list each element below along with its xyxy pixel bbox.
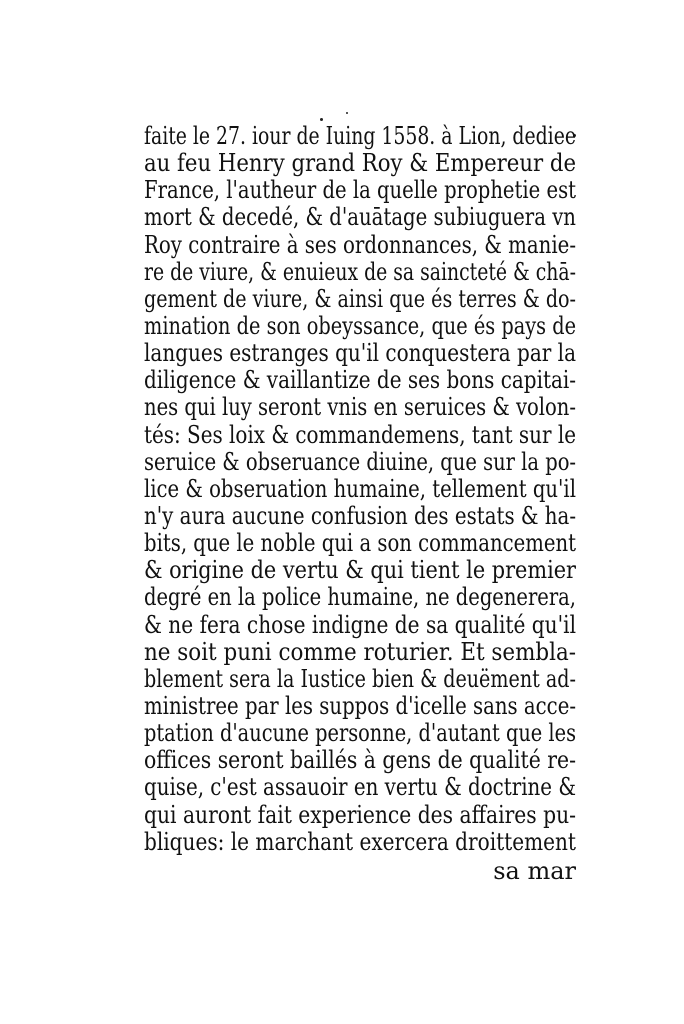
text-line: gement de viure, & ainsi que és terres & do-	[144, 284, 577, 313]
text-line: ministree par les suppos d'icelle sans acce-	[144, 691, 577, 720]
text-line: re de viure, & enuieux de sa saincteté & chā-	[144, 257, 576, 286]
text-line: & origine de vertu & qui tient le premier	[144, 556, 577, 585]
text-line: bits, que le noble qui a son commancement	[144, 529, 577, 558]
text-line: degré en la police humaine, ne degenerera,	[144, 583, 577, 612]
text-line: diligence & vaillantize de ses bons capitai-	[144, 366, 577, 395]
text-line: nes qui luy seront vnis en seruices & volon-	[144, 393, 576, 422]
ink-speck	[346, 112, 348, 114]
text-line: qui auront fait experience des affaires pu-	[144, 800, 576, 829]
text-line: langues estranges qu'il conquestera par la	[144, 339, 577, 368]
text-line: & ne fera chose indigne de sa qualité qu'il	[144, 610, 577, 639]
text-line: n'y aura aucune confusion des estats & ha-	[144, 501, 577, 530]
text-line: tés: Ses loix & commandemens, tant sur le	[144, 420, 576, 449]
text-line: bliques: le marchant exercera droittement	[144, 827, 577, 856]
ink-speck	[320, 118, 323, 121]
text-line: blement sera la Iustice bien & deuëment ad-	[144, 664, 576, 693]
text-line: France, l'autheur de la quelle prophetie est	[144, 176, 576, 205]
text-line: mination de son obeyssance, que és pays de	[144, 311, 577, 340]
text-line: quise, c'est assauoir en vertu & doctrine &	[144, 773, 576, 802]
text-line: lice & obseruation humaine, tellement qu'il	[144, 474, 576, 503]
text-block	[144, 123, 576, 856]
catchword: sa mar	[493, 857, 576, 885]
text-line: ptation d'aucune personne, d'autant que les	[144, 719, 577, 748]
text-line: faite le 27. iour de Iuing 1558. à Lion, dediee	[144, 122, 576, 150]
text-line: Roy contraire à ses ordonnances, & manie-	[144, 230, 577, 259]
text-line: mort & decedé, & d'auātage subiuguera vn	[144, 203, 576, 232]
text-line: au feu Henry grand Roy & Empereur de	[144, 149, 577, 178]
text-line: offices seront baillés à gens de qualité re-	[144, 746, 576, 775]
text-line: seruice & obseruance diuine, que sur la po-	[144, 447, 577, 476]
text-line: ne soit puni comme roturier. Et sembla-	[144, 637, 577, 666]
